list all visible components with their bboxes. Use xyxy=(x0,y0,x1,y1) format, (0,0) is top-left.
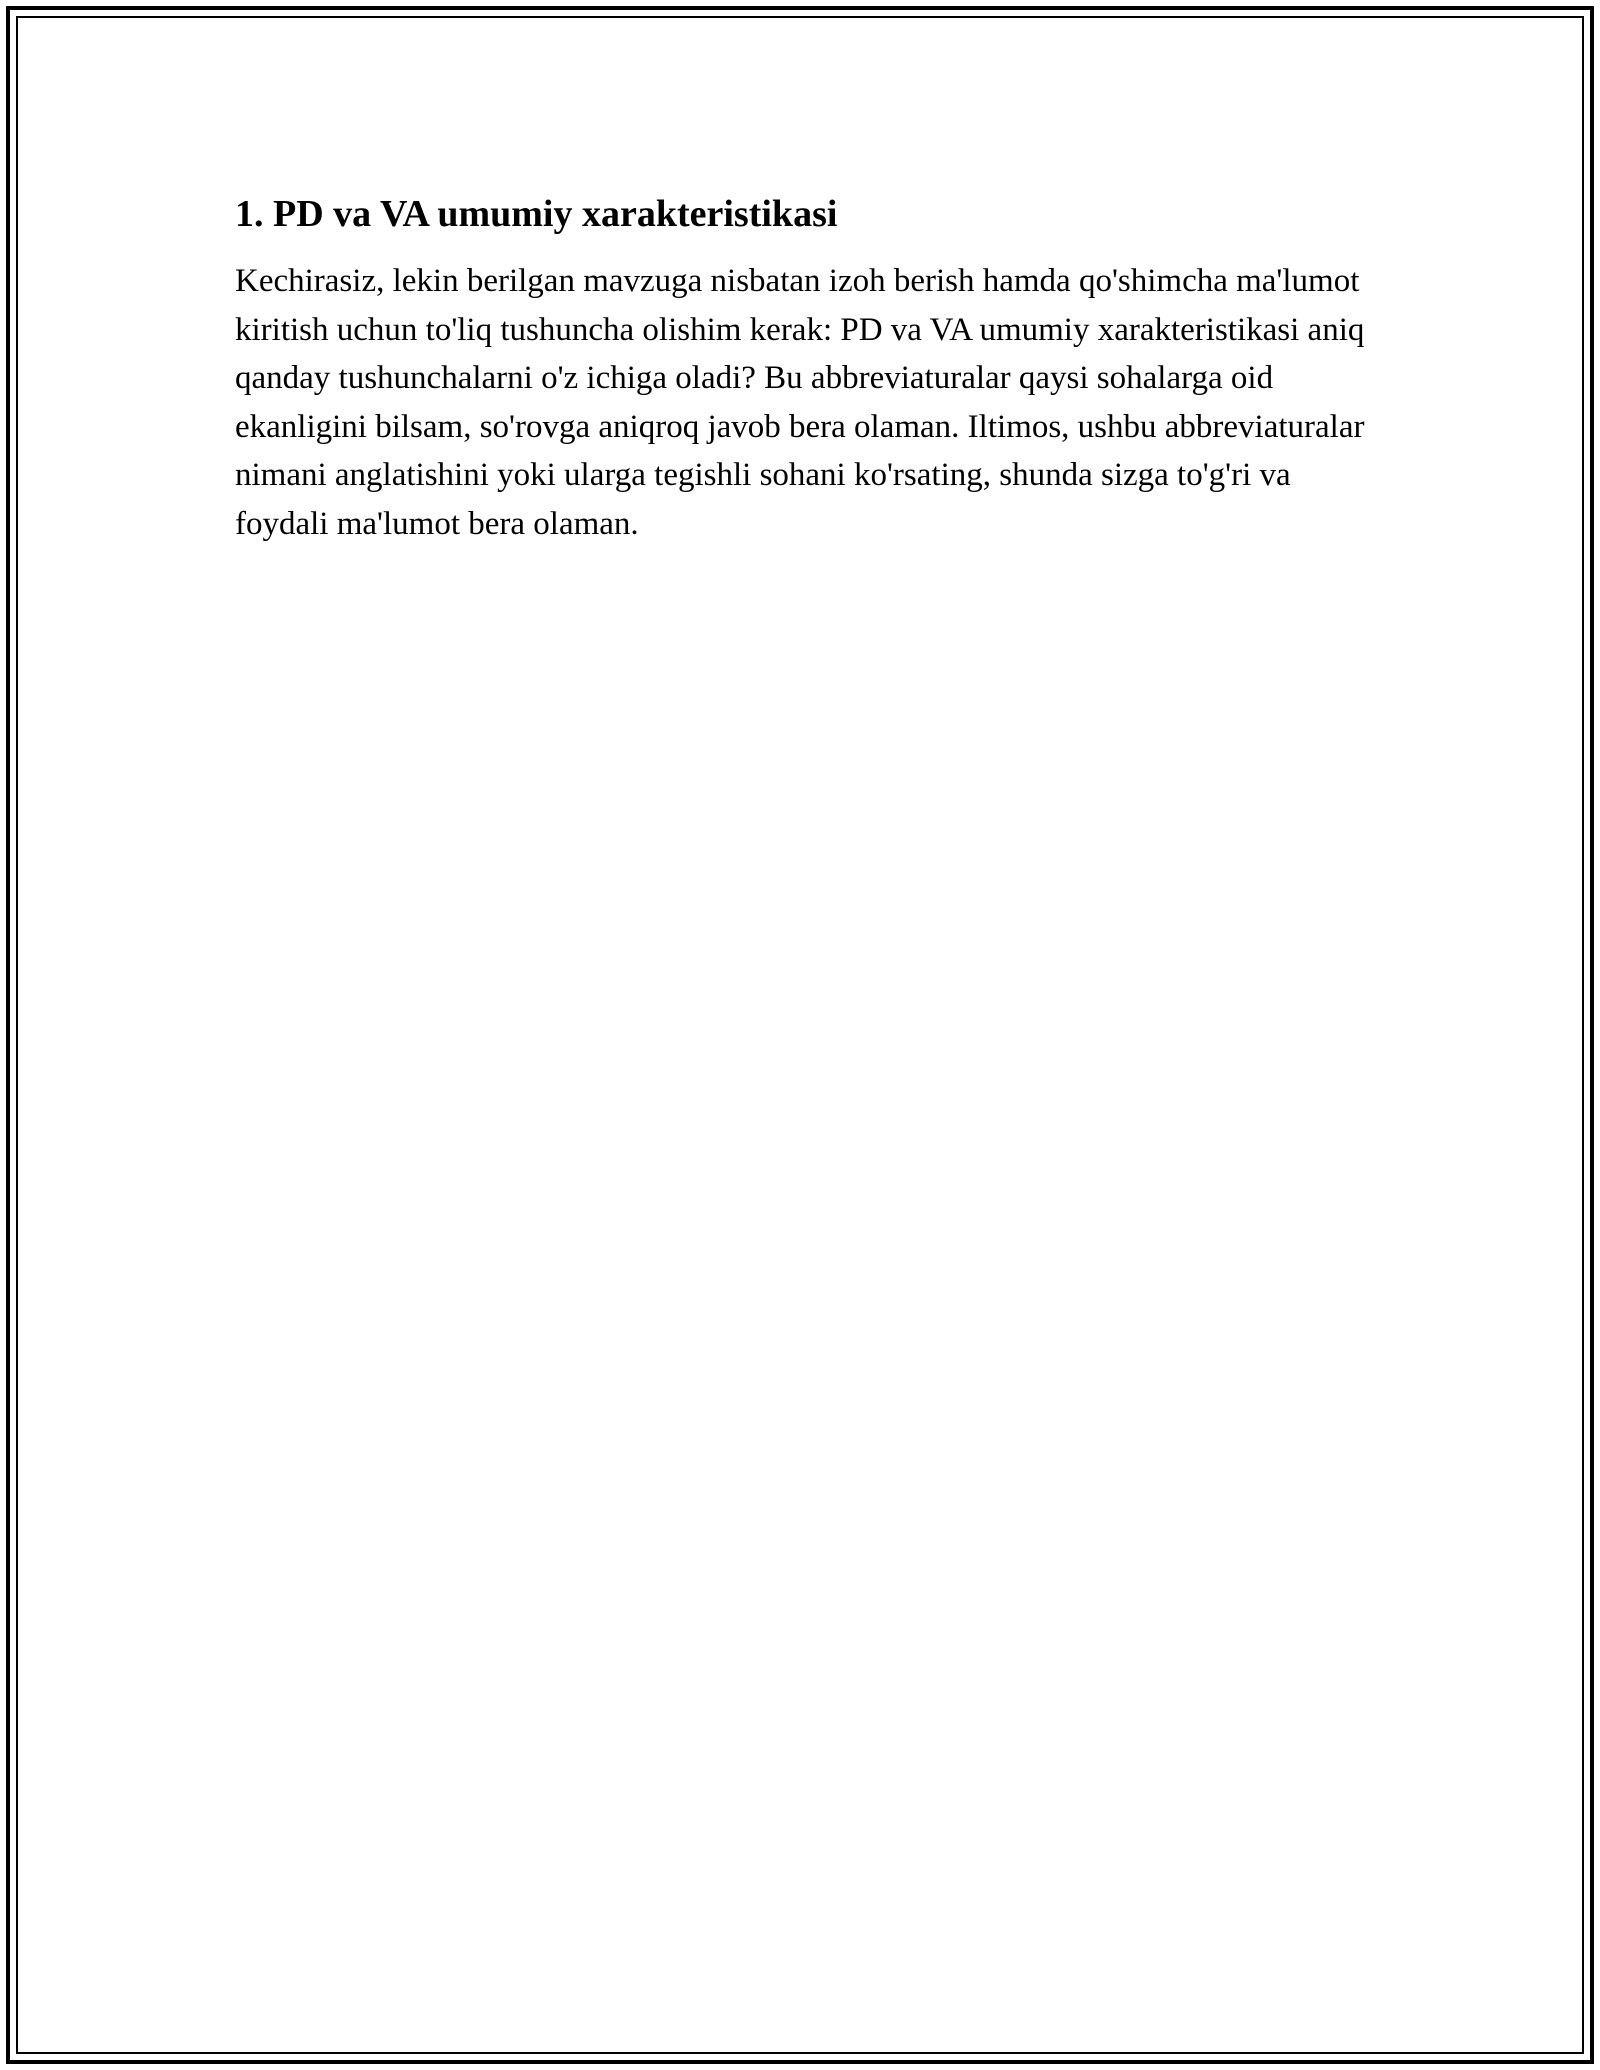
section-heading: 1. PD va VA umumiy xarakteristikasi xyxy=(235,193,838,235)
body-paragraph: Kechirasiz, lekin berilgan mavzuga nisbatan izoh berish hamda qo'shimcha ma'lumot kiritish uchun to'liq tushuncha olishim kerak: PD va VA umumiy xarakteristikasi aniq qanday tushunchalarni o'z ichiga oladi? Bu abbreviaturalar qaysi sohalarga oid ekanligini bilsam, so'rovga aniqroq javob bera olaman. Iltimos, ushbu abbreviaturalar nimani anglatishini yoki ularga tegishli sohani ko'rsating, shunda sizga to'g'ri va foydali ma'lumot bera olaman. xyxy=(235,263,1365,542)
document-content xyxy=(235,185,1385,548)
